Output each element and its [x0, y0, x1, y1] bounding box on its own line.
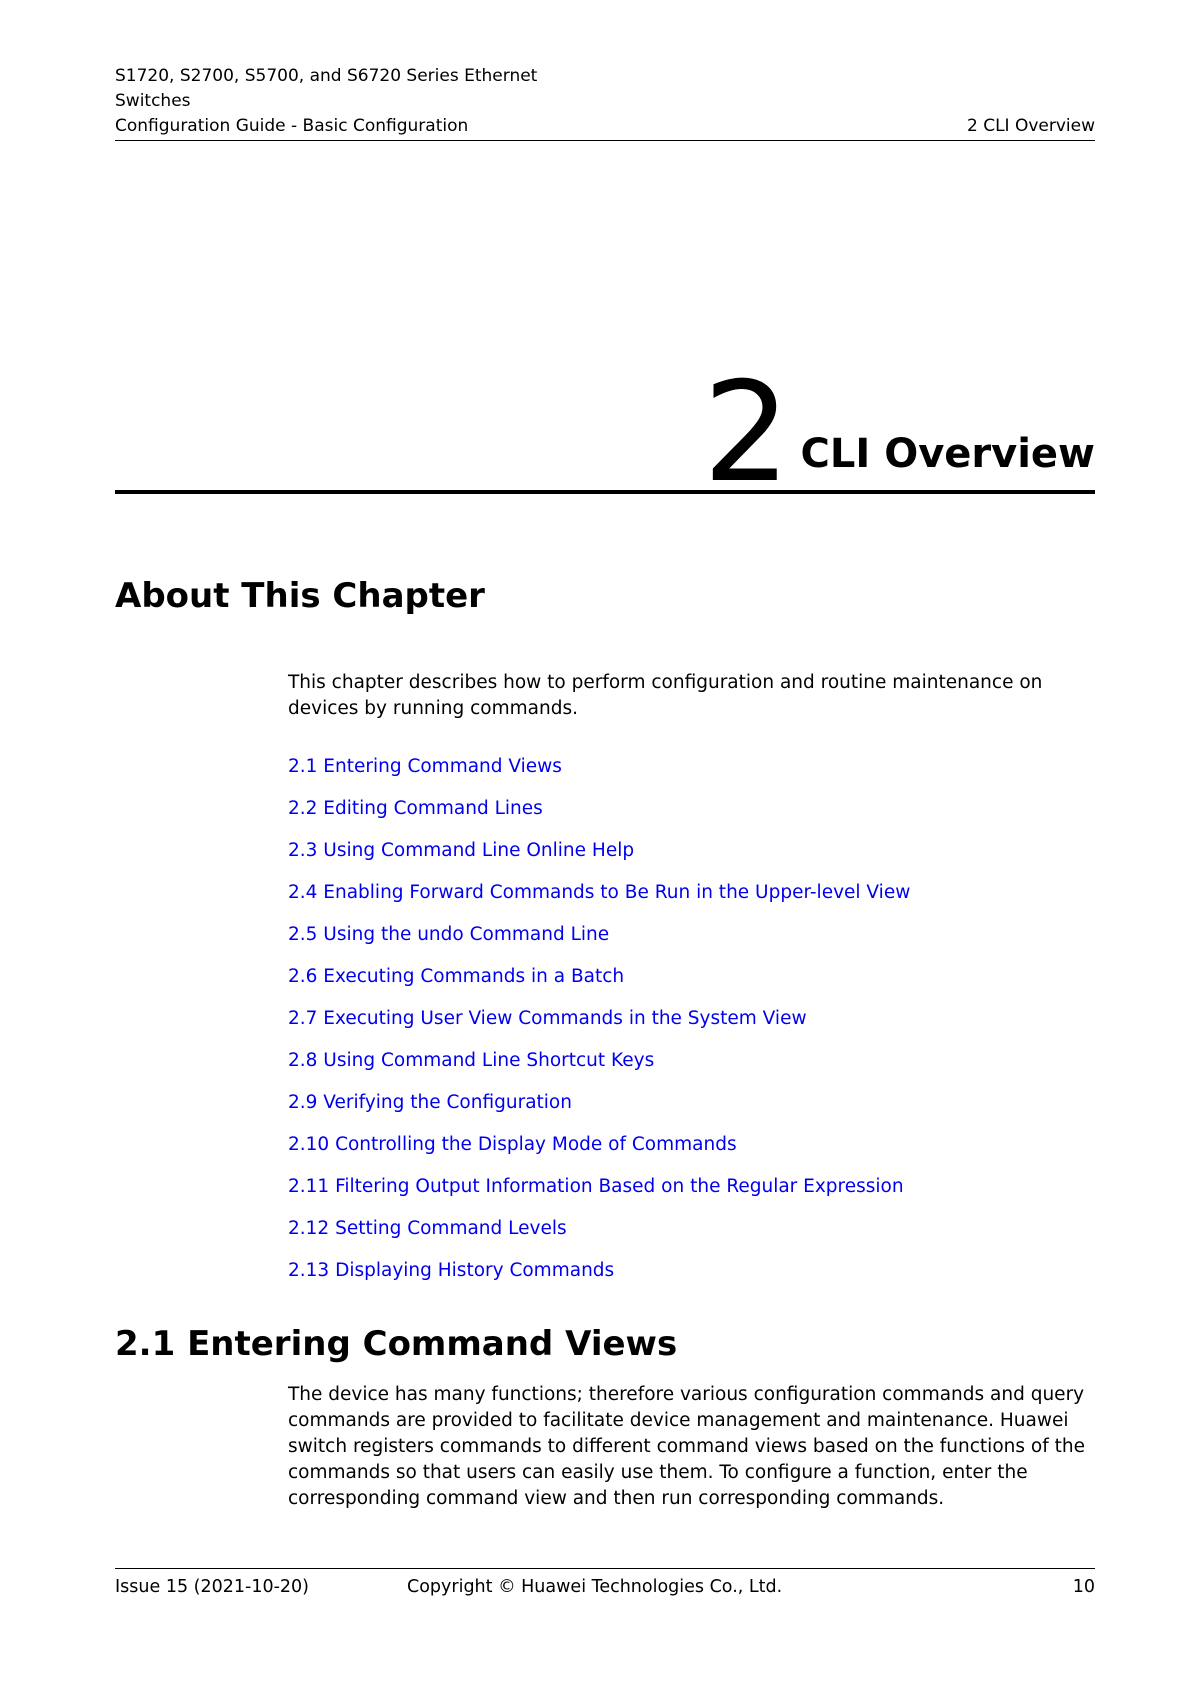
- toc-link-2-2[interactable]: 2.2 Editing Command Lines: [288, 798, 543, 819]
- toc-item: [288, 1132, 910, 1174]
- section-2-1-body: The device has many functions; therefore various configuration commands and query commands are provided to facilitate device management and maintenance. Huawei switch registers commands to different command views based on the functions of the commands so that users can easily use them. To configure a function, enter the corresponding command view and then run corresponding commands.: [288, 1384, 1085, 1509]
- toc-item: [288, 1174, 910, 1216]
- chapter-number: 2: [702, 352, 787, 513]
- toc-item: [288, 838, 910, 880]
- header-chapter-ref: 2 CLI Overview: [966, 116, 1095, 136]
- toc-link-2-12[interactable]: 2.12 Setting Command Levels: [288, 1218, 567, 1239]
- toc-link-2-10[interactable]: 2.10 Controlling the Display Mode of Commands: [288, 1134, 737, 1155]
- toc-link-2-9[interactable]: 2.9 Verifying the Configuration: [288, 1092, 572, 1113]
- toc-item: [288, 754, 910, 796]
- chapter-toc: [288, 754, 910, 1300]
- footer-copyright: Copyright © Huawei Technologies Co., Ltd.: [407, 1577, 783, 1597]
- toc-link-2-6[interactable]: 2.6 Executing Commands in a Batch: [288, 966, 625, 987]
- footer-issue: Issue 15 (2021-10-20): [115, 1577, 310, 1597]
- toc-item: [288, 964, 910, 1006]
- toc-link-2-3[interactable]: 2.3 Using Command Line Online Help: [288, 840, 635, 861]
- about-heading: About This Chapter: [115, 576, 485, 616]
- toc-link-2-8[interactable]: 2.8 Using Command Line Shortcut Keys: [288, 1050, 655, 1071]
- header-left: [115, 89, 468, 139]
- toc-item: [288, 1090, 910, 1132]
- section-2-1-heading: 2.1 Entering Command Views: [115, 1324, 678, 1364]
- header-product-line-1: S1720, S2700, S5700, and S6720 Series Ethernet: [115, 66, 538, 86]
- chapter-title-block: [115, 350, 1095, 513]
- toc-item: [288, 1258, 910, 1300]
- toc-item: [288, 1006, 910, 1048]
- page-footer: [115, 1568, 1095, 1597]
- header-row: [115, 89, 1095, 141]
- toc-item: [288, 922, 910, 964]
- toc-item: [288, 880, 910, 922]
- footer-page-number: 10: [1072, 1577, 1095, 1597]
- toc-item: [288, 1048, 910, 1090]
- toc-link-2-7[interactable]: 2.7 Executing User View Commands in the System View: [288, 1008, 807, 1029]
- toc-link-2-4[interactable]: 2.4 Enabling Forward Commands to Be Run in the Upper-level View: [288, 882, 911, 903]
- toc-link-2-1[interactable]: 2.1 Entering Command Views: [288, 756, 562, 777]
- about-intro: This chapter describes how to perform configuration and routine maintenance on devices by running commands.: [288, 672, 1043, 719]
- header-guide-title: Configuration Guide - Basic Configuration: [115, 116, 469, 136]
- toc-item: [288, 1216, 910, 1258]
- toc-link-2-5[interactable]: 2.5 Using the undo Command Line: [288, 924, 610, 945]
- toc-link-2-13[interactable]: 2.13 Displaying History Commands: [288, 1260, 615, 1281]
- toc-item: [288, 796, 910, 838]
- header-product-line-2: Switches: [115, 91, 191, 111]
- page-header: [115, 64, 1095, 141]
- chapter-title: CLI Overview: [800, 431, 1095, 477]
- toc-link-2-11[interactable]: 2.11 Filtering Output Information Based on the Regular Expression: [288, 1176, 904, 1197]
